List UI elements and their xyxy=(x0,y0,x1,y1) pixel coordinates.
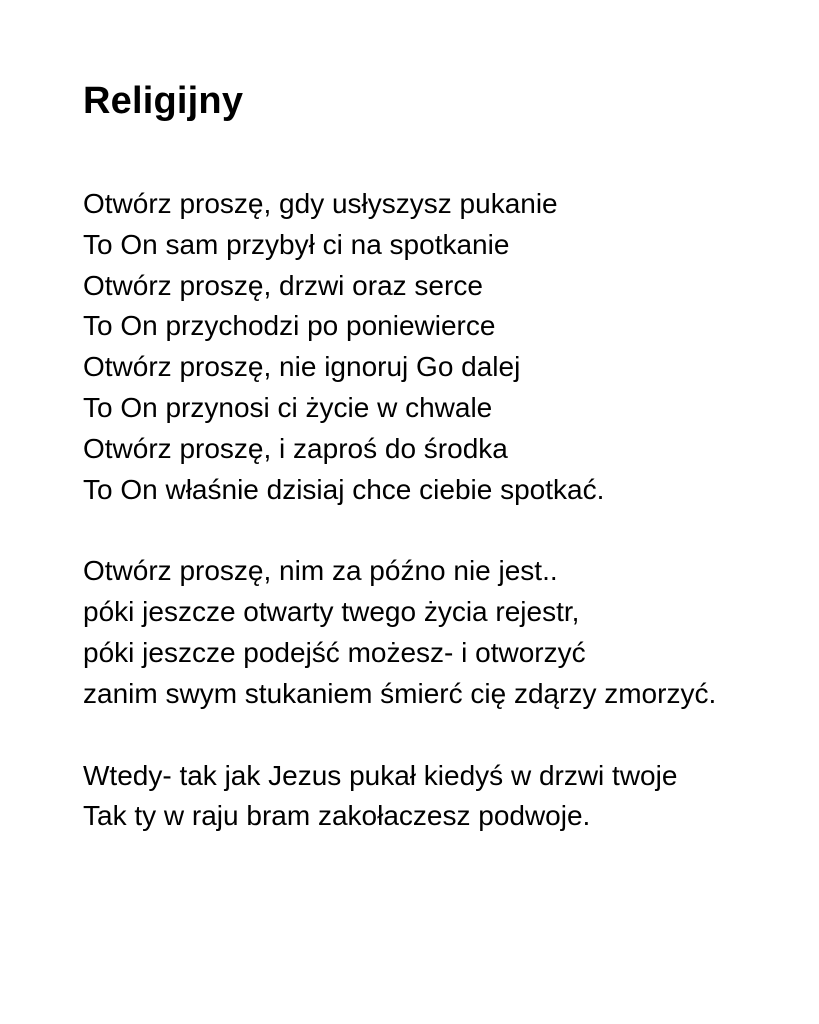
poem-line: To On przynosi ci życie w chwale xyxy=(83,391,493,423)
poem-line: Otwórz proszę, drzwi oraz serce xyxy=(83,269,483,301)
poem-line: Wtedy- tak jak Jezus pukał kiedyś w drzwi twoje xyxy=(83,759,678,791)
poem-line: To On sam przybył ci na spotkanie xyxy=(83,228,510,260)
poem-line: Otwórz proszę, nim za późno nie jest.. xyxy=(83,555,558,587)
poem-page xyxy=(83,78,803,878)
poem-body xyxy=(83,184,803,837)
stanza-3 xyxy=(83,756,803,838)
poem-line: Otwórz proszę, nie ignoruj Go dalej xyxy=(83,351,521,383)
stanza-2 xyxy=(83,551,803,714)
poem-title: Religijny xyxy=(83,80,244,122)
poem-line: To On właśnie dzisiaj chce ciebie spotkać. xyxy=(83,473,605,505)
stanza-1 xyxy=(83,184,803,510)
poem-line: zanim swym stukaniem śmierć cię zdąrzy zmorzyć. xyxy=(83,677,717,709)
poem-line: Otwórz proszę, gdy usłyszysz pukanie xyxy=(83,188,558,219)
poem-line: Otwórz proszę, i zaproś do środka xyxy=(83,432,508,464)
poem-line: póki jeszcze otwarty twego życia rejestr, xyxy=(83,596,580,628)
poem-line: Tak ty w raju bram zakołaczesz podwoje. xyxy=(83,800,591,832)
poem-line: To On przychodzi po poniewierce xyxy=(83,310,496,342)
poem-line: póki jeszcze podejść możesz- i otworzyć xyxy=(83,636,586,668)
